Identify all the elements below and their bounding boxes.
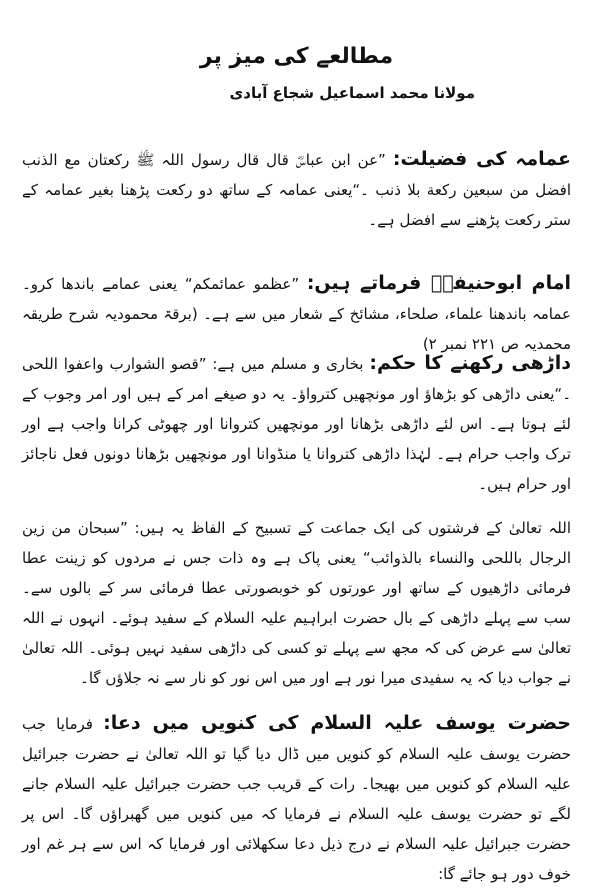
section-heading: امام ابوحنیفہؒ فرماتے ہیں: (306, 272, 571, 294)
section-heading: حضرت یوسف علیہ السلام کی کنویں میں دعا: (103, 712, 571, 734)
section-heading: داڑھی رکھنے کا حکم: (369, 352, 571, 374)
section-text: فرمایا جب حضرت یوسف علیہ السلام کو کنویں میں ڈال دیا گیا تو اللہ تعالیٰ نے حضرت جبرائیل علیہ السلام کو کنویں میں بھیجا۔ رات کے قریب جب حضرت جبرائیل علیہ السلام جانے لگے تو حضرت یوسف علیہ السلام نے فرمایا کہ میں کنویں میں گھبراؤں گا۔ اس پر حضرت جبرائیل علیہ السلام نے درج ذیل دعا سکھلائی اور فرمایا کہ اس سے ہر غم اور خوف دور ہو جائے گا: (22, 715, 571, 883)
section-heading: عمامہ کی فضیلت: (392, 148, 571, 170)
section-turban-virtue (22, 144, 571, 235)
section-imam-abu-hanifa (22, 268, 571, 359)
section-text: اللہ تعالیٰ کے فرشتوں کی ایک جماعت کے تسبیح کے الفاظ یہ ہیں: ”سبحان من زین الرجال باللحی والنساء بالذوائب“ یعنی پاک ہے وہ ذات جس نے مردوں کو زینت عطا فرمائی داڑھیوں کے ساتھ اور عورتوں کو خوبصورتی عطا فرمائی سر کے بالوں سے۔ سب سے پہلے داڑھی کے بال حضرت ابراہیم علیہ السلام کے سفید ہوئے۔ انہوں نے اللہ تعالیٰ سے عرض کی کہ مجھ سے پہلے تو کسی کی داڑھی سفید نہیں ہوئی۔ اللہ تعالیٰ نے جواب دیا کہ یہ سفیدی میرا نور ہے اور میں اس نور کو نار سے نہ جلاؤں گا۔ (22, 519, 571, 687)
section-angels-tasbih (22, 512, 571, 693)
section-text: بخاری و مسلم میں ہے: ”قصو الشوارب واعفوا اللحی ۔“یعنی داڑھی کو بڑھاؤ اور مونچھیں کترواؤ۔ یہ دو صیغے امر کے ہیں اور امر وجوب کے لئے ہوتا ہے۔ اس لئے داڑھی بڑھانا اور مونچھیں کتروانا اور چھوٹی کرانا واجب ہے اور ترک واجب حرام ہے۔ لہٰذا داڑھی کتروانا یا منڈوانا اور مونچھیں بڑھانا دونوں فعل ناجائز اور حرام ہیں۔ (22, 355, 571, 493)
section-text: ”عن ابن عباسؓ قال قال رسول اللہ ﷺ رکعتان مع الذنب افضل من سبعین رکعة بلا ذنب ۔“یعنی عمامہ کے ساتھ دو رکعت پڑھنا بغیر عمامہ کے ستر رکعت پڑھنے سے افضل ہے۔ (22, 151, 571, 229)
section-text: ”عظمو عمائمکم“ یعنی عمامے باندھا کرو۔ عمامہ باندھنا علماء، صلحاء، مشائخ کے شعار میں سے ہے۔ (برقۃ محمودیہ شرح طریقہ محمدیہ ص ۲۲۱ نمبر ۲) (22, 275, 571, 353)
page-title: مطالعے کی میز پر (199, 44, 394, 69)
author-name: مولانا محمد اسماعیل شجاع آبادی (229, 84, 475, 102)
section-yusuf-well-dua (22, 708, 571, 889)
section-beard-ruling (22, 348, 571, 499)
